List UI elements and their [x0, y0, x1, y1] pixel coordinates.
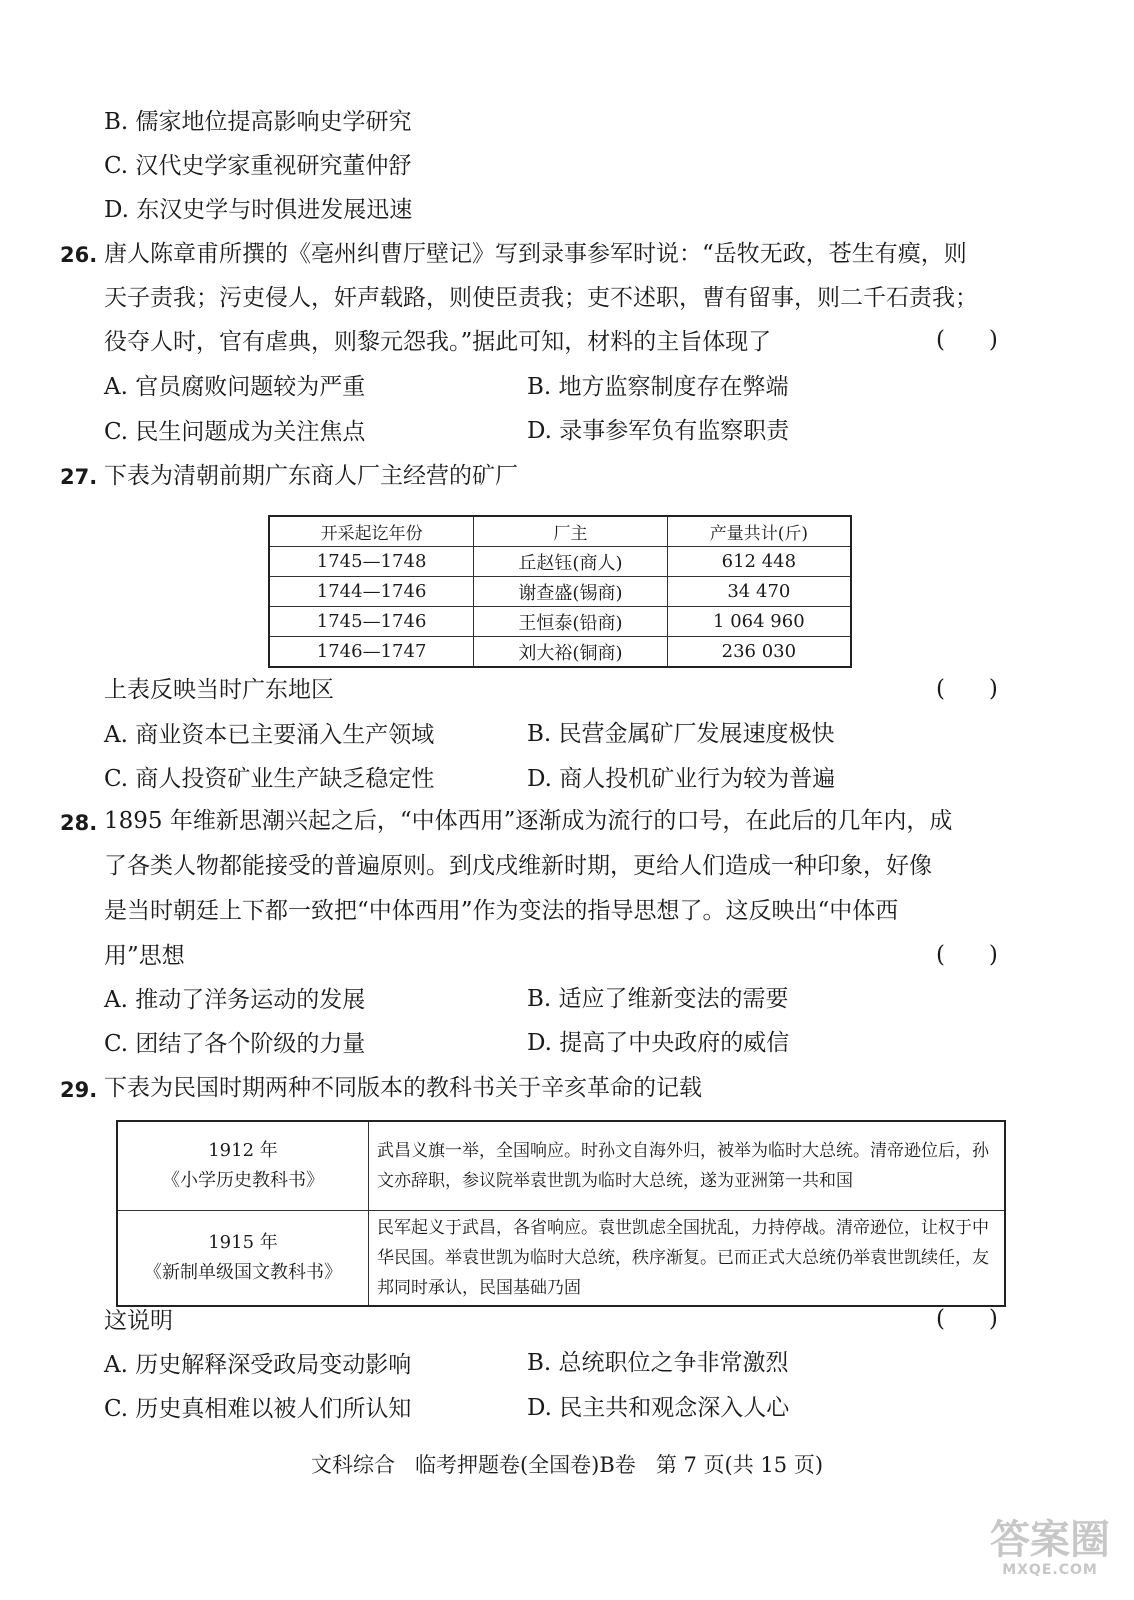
answer-bracket: ( ): [936, 942, 998, 968]
table-cell: 丘赵钰(商人): [474, 547, 668, 577]
answer-bracket: ( ): [936, 1306, 998, 1332]
q29-option-c: C. 历史真相难以被人们所认知: [104, 1396, 412, 1422]
q26-option-d: D. 录事参军负有监察职责: [527, 418, 790, 444]
table-cell: 1745—1746: [269, 607, 474, 637]
option-d: D. 东汉史学与时俱进发展迅速: [104, 197, 413, 223]
q28-option-a: A. 推动了洋务运动的发展: [104, 987, 366, 1013]
table-row: [269, 637, 851, 668]
table-header: 产量共计(斤): [667, 516, 851, 547]
q27-option-c: C. 商人投资矿业生产缺乏稳定性: [104, 766, 435, 792]
q28-option-c: C. 团结了各个阶级的力量: [104, 1031, 366, 1057]
table-row: [269, 577, 851, 607]
table-cell: 34 470: [667, 577, 851, 607]
option-c: C. 汉代史学家重视研究董仲舒: [104, 153, 412, 179]
question-number-26: 26.: [60, 243, 98, 267]
question-number-29: 29.: [60, 1078, 98, 1102]
watermark-url: MXQE.COM: [1002, 1562, 1098, 1578]
q28-stem-line-2: 了各类人物都能接受的普遍原则。到戊戌维新时期，更给人们造成一种印象，好像: [104, 853, 932, 879]
q26-stem-line-2: 天子责我；污吏侵人，奸声载路，则使臣责我；吏不述职，曹有留事，则二千石责我；: [104, 285, 978, 311]
textbook-title: 《新制单级国文教科书》: [144, 1262, 342, 1283]
q28-stem-line-3: 是当时朝廷上下都一致把“中体西用”作为变法的指导思想了。这反映出“中体西: [104, 898, 899, 924]
table-row: [117, 1211, 1005, 1307]
table-cell: 1744—1746: [269, 577, 474, 607]
textbook-label-cell: [117, 1121, 369, 1211]
table-header: 开采起讫年份: [269, 516, 474, 547]
table-row: [269, 547, 851, 577]
page-footer: 文科综合 临考押题卷(全国卷)B卷 第 7 页(共 15 页): [310, 1453, 824, 1477]
textbook-table: [116, 1120, 1006, 1307]
q29-option-d: D. 民主共和观念深入人心: [527, 1395, 790, 1421]
textbook-year: 1915 年: [208, 1232, 278, 1253]
table-row: [117, 1121, 1005, 1211]
textbook-excerpt: 武昌义旗一举，全国响应。时孙文自海外归，被举为临时大总统。清帝逊位后，孙文亦辞职，参议院举袁世凯为临时大总统，遂为亚洲第一共和国: [369, 1121, 1006, 1211]
q29-option-b: B. 总统职位之争非常激烈: [527, 1350, 789, 1376]
table-header: 厂主: [474, 516, 668, 547]
mine-table: [268, 515, 852, 668]
q28-stem-line-4: 用”思想: [104, 943, 185, 969]
table-cell: 1 064 960: [667, 607, 851, 637]
q26-option-a: A. 官员腐败问题较为严重: [104, 374, 366, 400]
q28-option-d: D. 提高了中央政府的威信: [527, 1030, 790, 1056]
q28-stem-line-1: 1895 年维新思潮兴起之后，“中体西用”逐渐成为流行的口号，在此后的几年内，成: [104, 808, 953, 834]
watermark-logo: [980, 1518, 1120, 1590]
q26-stem-line-1: 唐人陈章甫所撰的《亳州纠曹厅壁记》写到录事参军时说：“岳牧无政，苍生有瘼，则: [104, 241, 967, 267]
textbook-year: 1912 年: [208, 1140, 278, 1161]
textbook-label-cell: [117, 1211, 369, 1307]
q26-stem-line-3: 役夺人时，官有虐典，则黎元怨我。”据此可知，材料的主旨体现了: [104, 329, 772, 355]
table-cell: 236 030: [667, 637, 851, 668]
table-cell: 1746—1747: [269, 637, 474, 668]
q26-option-b: B. 地方监察制度存在弊端: [527, 374, 789, 400]
q27-option-d: D. 商人投机矿业行为较为普遍: [527, 766, 836, 792]
table-cell: 1745—1748: [269, 547, 474, 577]
q27-option-a: A. 商业资本已主要涌入生产领域: [104, 722, 435, 748]
table-cell: 谢查盛(锡商): [474, 577, 668, 607]
q29-after-table: 这说明: [104, 1308, 173, 1334]
answer-bracket: ( ): [936, 327, 998, 353]
table-cell: 刘大裕(铜商): [474, 637, 668, 668]
question-number-28: 28.: [60, 811, 98, 835]
q27-after-table: 上表反映当时广东地区: [104, 677, 334, 703]
answer-bracket: ( ): [936, 676, 998, 702]
q29-stem: 下表为民国时期两种不同版本的教科书关于辛亥革命的记载: [104, 1075, 702, 1101]
option-b: B. 儒家地位提高影响史学研究: [104, 109, 412, 135]
q28-option-b: B. 适应了维新变法的需要: [527, 986, 789, 1012]
q27-stem: 下表为清朝前期广东商人厂主经营的矿厂: [104, 463, 518, 489]
textbook-excerpt: 民军起义于武昌，各省响应。袁世凯虑全国扰乱，力持停战。清帝逊位，让权于中华民国。举袁世凯为临时大总统，秩序渐复。已而正式大总统仍举袁世凯续任，友邦同时承认，民国基础乃固: [369, 1211, 1006, 1307]
watermark-text: 答案圈: [990, 1517, 1110, 1563]
table-row: [269, 607, 851, 637]
textbook-title: 《小学历史教科书》: [162, 1170, 324, 1191]
table-header-row: [269, 516, 851, 547]
q29-option-a: A. 历史解释深受政局变动影响: [104, 1352, 412, 1378]
q27-option-b: B. 民营金属矿厂发展速度极快: [527, 721, 835, 747]
table-cell: 612 448: [667, 547, 851, 577]
q26-option-c: C. 民生问题成为关注焦点: [104, 419, 366, 445]
question-number-27: 27.: [60, 465, 98, 489]
table-cell: 王恒泰(铅商): [474, 607, 668, 637]
